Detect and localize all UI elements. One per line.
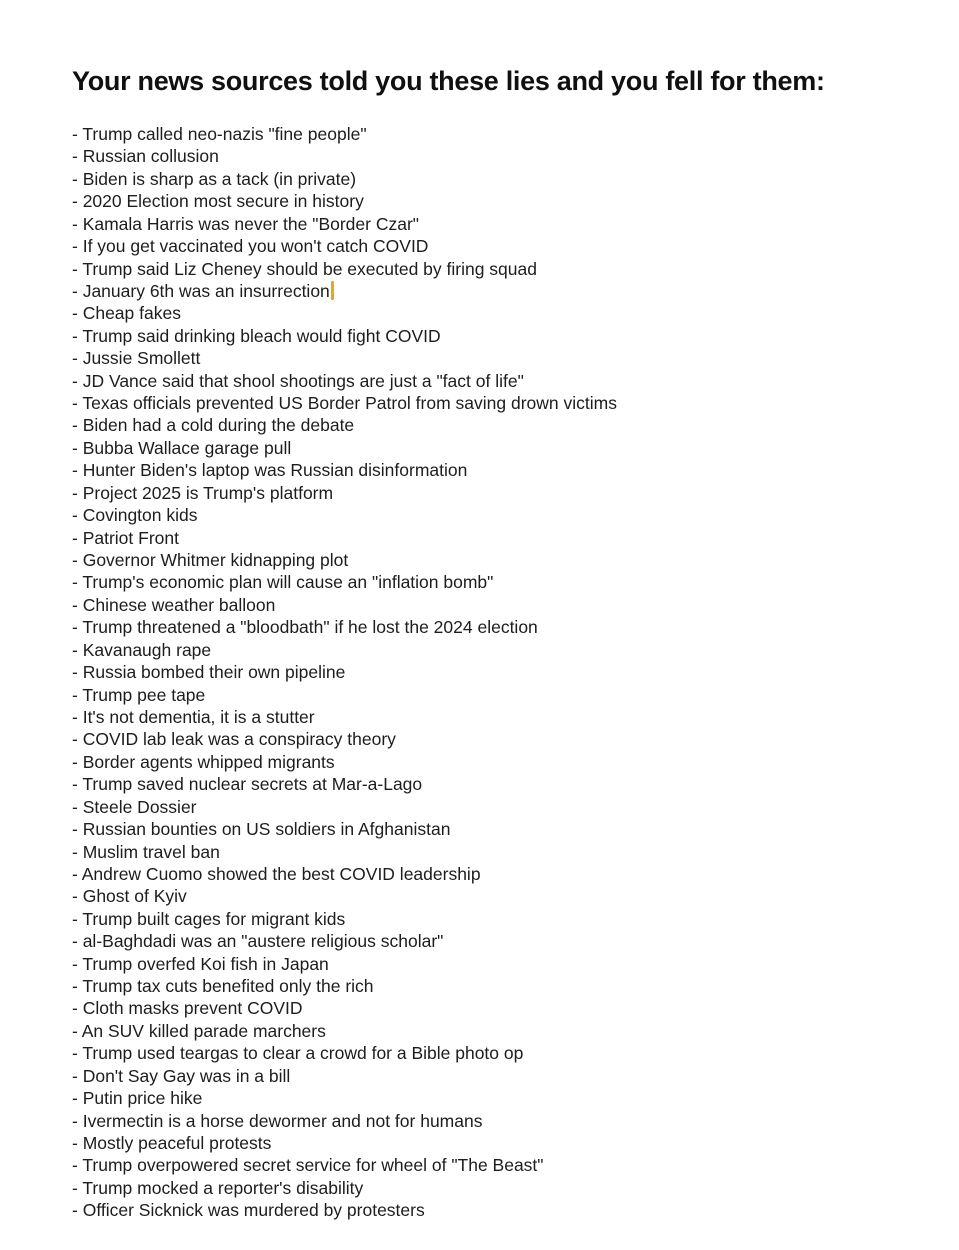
list-item-text: Biden is sharp as a tack (in private)	[82, 168, 357, 189]
list-item	[72, 123, 932, 145]
bullet-dash: -	[72, 325, 83, 346]
bullet-dash: -	[72, 998, 83, 1019]
bullet-dash: -	[72, 706, 83, 727]
list-item	[72, 1132, 932, 1154]
list-item-text: Biden had a cold during the debate	[82, 415, 355, 436]
list-item	[72, 1065, 932, 1087]
list-item	[72, 370, 932, 392]
list-item-text: Trump said Liz Cheney should be executed by firing squad	[82, 258, 537, 279]
list-item	[72, 684, 932, 706]
bullet-dash: -	[72, 482, 83, 503]
list-item-text: Russian bounties on US soldiers in Afghanistan	[82, 819, 451, 840]
list-item-text: Trump pee tape	[82, 684, 206, 705]
bullet-dash: -	[72, 729, 83, 750]
list-item-text: Texas officials prevented US Border Patrol from saving drown victims	[82, 393, 617, 414]
bullet-dash: -	[72, 774, 83, 795]
list-item-text: Andrew Cuomo showed the best COVID leadership	[81, 863, 481, 884]
list-item-text: If you get vaccinated you won't catch COVID	[82, 236, 429, 257]
bullet-dash: -	[72, 572, 83, 593]
list-item-text: Trump built cages for migrant kids	[82, 908, 346, 929]
list-item-text: Russian collusion	[82, 146, 219, 167]
bullet-dash: -	[72, 460, 83, 481]
list-item	[72, 482, 932, 504]
bullet-dash: -	[72, 1110, 83, 1131]
list-item-text: Project 2025 is Trump's platform	[82, 482, 334, 503]
bullet-dash: -	[72, 550, 83, 571]
list-item	[72, 1199, 932, 1221]
list-item	[72, 1020, 932, 1042]
list-item-text: Ivermectin is a horse dewormer and not for humans	[82, 1110, 483, 1131]
bullet-dash: -	[72, 415, 83, 436]
list-item-text: Jussie Smollett	[82, 348, 201, 369]
bullet-dash: -	[72, 617, 83, 638]
bullet-dash: -	[72, 796, 83, 817]
list-item	[72, 841, 932, 863]
bullet-dash: -	[72, 976, 83, 997]
bullet-dash: -	[72, 393, 83, 414]
list-item	[72, 527, 932, 549]
list-item-text: Ghost of Kyiv	[82, 886, 187, 907]
list-item-text: Trump saved nuclear secrets at Mar-a-Lago	[82, 774, 423, 795]
list-item	[72, 549, 932, 571]
list-item-text: Patriot Front	[82, 527, 179, 548]
list-item	[72, 392, 932, 414]
list-item	[72, 1110, 932, 1132]
bullet-dash: -	[72, 1020, 82, 1041]
bullet-dash: -	[72, 1155, 83, 1176]
list-item-text: Trump tax cuts benefited only the rich	[82, 976, 374, 997]
list-item-text: Trump overpowered secret service for wheel of "The Beast"	[82, 1155, 544, 1176]
bullet-dash: -	[72, 841, 83, 862]
list-item-text: Trump said drinking bleach would fight COVID	[82, 325, 441, 346]
bullet-dash: -	[72, 908, 83, 929]
list-item	[72, 280, 932, 302]
list-item	[72, 325, 932, 347]
list-item	[72, 437, 932, 459]
list-item-text: An SUV killed parade marchers	[81, 1020, 326, 1041]
list-item-text: Trump used teargas to clear a crowd for a Bible photo op	[82, 1043, 524, 1064]
bullet-dash: -	[72, 124, 83, 144]
bullet-dash: -	[72, 527, 83, 548]
list-item-text: Officer Sicknick was murdered by protesters	[82, 1200, 425, 1221]
bullet-dash: -	[72, 348, 83, 369]
bullet-dash: -	[72, 594, 83, 615]
list-item	[72, 504, 932, 526]
list-item-text: Trump overfed Koi fish in Japan	[82, 953, 329, 974]
list-item	[72, 1042, 932, 1064]
bullet-dash: -	[72, 1088, 83, 1109]
list-item-text: January 6th was an insurrection	[82, 280, 330, 301]
list-item-text: al-Baghdadi was an "austere religious scholar"	[82, 931, 444, 952]
list-item	[72, 594, 932, 616]
list-item-text: Border agents whipped migrants	[82, 751, 335, 772]
list-item-text: Bubba Wallace garage pull	[82, 437, 292, 458]
list-item-text: Trump called neo-nazis "fine people"	[82, 124, 367, 144]
list-item	[72, 190, 932, 212]
bullet-dash: -	[72, 1132, 83, 1153]
bullet-dash: -	[72, 168, 83, 189]
list-item	[72, 953, 932, 975]
list-item	[72, 258, 932, 280]
list-item	[72, 773, 932, 795]
list-item	[72, 863, 932, 885]
list-item	[72, 908, 932, 930]
list-item	[72, 347, 932, 369]
list-item-text: Trump threatened a "bloodbath" if he lost the 2024 election	[82, 617, 538, 638]
list-item-text: Trump mocked a reporter's disability	[82, 1177, 364, 1198]
bullet-dash: -	[72, 1200, 83, 1221]
list-item-text: Putin price hike	[82, 1088, 203, 1109]
bullet-dash: -	[72, 258, 83, 279]
bullet-dash: -	[72, 819, 83, 840]
list-item	[72, 459, 932, 481]
list-item-text: Trump's economic plan will cause an "inflation bomb"	[82, 572, 494, 593]
bullet-dash: -	[72, 370, 83, 391]
bullet-dash: -	[72, 280, 83, 301]
bullet-dash: -	[72, 191, 83, 212]
text-cursor	[331, 281, 334, 300]
list-item	[72, 885, 932, 907]
list-item-text: Mostly peaceful protests	[82, 1132, 272, 1153]
list-item	[72, 235, 932, 257]
list-item-text: Russia bombed their own pipeline	[82, 662, 346, 683]
bullet-dash: -	[72, 505, 83, 526]
list-item-text: Chinese weather balloon	[82, 594, 276, 615]
list-item-text: Cloth masks prevent COVID	[82, 998, 303, 1019]
list-item	[72, 414, 932, 436]
bullet-dash: -	[72, 886, 83, 907]
bullet-dash: -	[72, 662, 83, 683]
list-item	[72, 616, 932, 638]
bullet-dash: -	[72, 953, 83, 974]
list-item-text: Kavanaugh rape	[82, 639, 212, 660]
list-item-text: 2020 Election most secure in history	[82, 191, 364, 212]
list-item-text: Covington kids	[82, 505, 198, 526]
lies-list	[72, 123, 932, 1222]
list-item	[72, 571, 932, 593]
bullet-dash: -	[72, 1065, 83, 1086]
list-item-text: Muslim travel ban	[82, 841, 220, 862]
bullet-dash: -	[72, 437, 83, 458]
bullet-dash: -	[72, 931, 83, 952]
bullet-dash: -	[72, 213, 83, 234]
list-item	[72, 930, 932, 952]
list-item-text: Steele Dossier	[82, 796, 197, 817]
list-item	[72, 975, 932, 997]
list-item-text: Don't Say Gay was in a bill	[82, 1065, 291, 1086]
list-item	[72, 302, 932, 324]
list-item	[72, 213, 932, 235]
bullet-dash: -	[72, 236, 83, 257]
list-item	[72, 751, 932, 773]
list-item	[72, 1087, 932, 1109]
bullet-dash: -	[72, 863, 82, 884]
bullet-dash: -	[72, 146, 83, 167]
list-item-text: JD Vance said that shool shootings are just a "fact of life"	[82, 370, 524, 391]
list-item	[72, 818, 932, 840]
bullet-dash: -	[72, 751, 83, 772]
bullet-dash: -	[72, 684, 83, 705]
list-item	[72, 1154, 932, 1176]
list-item-text: Hunter Biden's laptop was Russian disinformation	[82, 460, 468, 481]
list-item	[72, 639, 932, 661]
list-item	[72, 728, 932, 750]
list-item	[72, 1177, 932, 1199]
list-item-text: COVID lab leak was a conspiracy theory	[82, 729, 396, 750]
bullet-dash: -	[72, 1177, 83, 1198]
page-title: Your news sources told you these lies and you fell for them:	[72, 66, 825, 96]
list-item	[72, 706, 932, 728]
list-item	[72, 168, 932, 190]
list-item-text: It's not dementia, it is a stutter	[82, 706, 315, 727]
list-item	[72, 145, 932, 167]
list-item	[72, 661, 932, 683]
bullet-dash: -	[72, 303, 83, 324]
list-item-text: Kamala Harris was never the "Border Czar"	[82, 213, 419, 234]
list-item	[72, 997, 932, 1019]
bullet-dash: -	[72, 1043, 83, 1064]
bullet-dash: -	[72, 639, 83, 660]
list-item-text: Cheap fakes	[82, 303, 181, 324]
list-item	[72, 796, 932, 818]
list-item-text: Governor Whitmer kidnapping plot	[82, 550, 349, 571]
